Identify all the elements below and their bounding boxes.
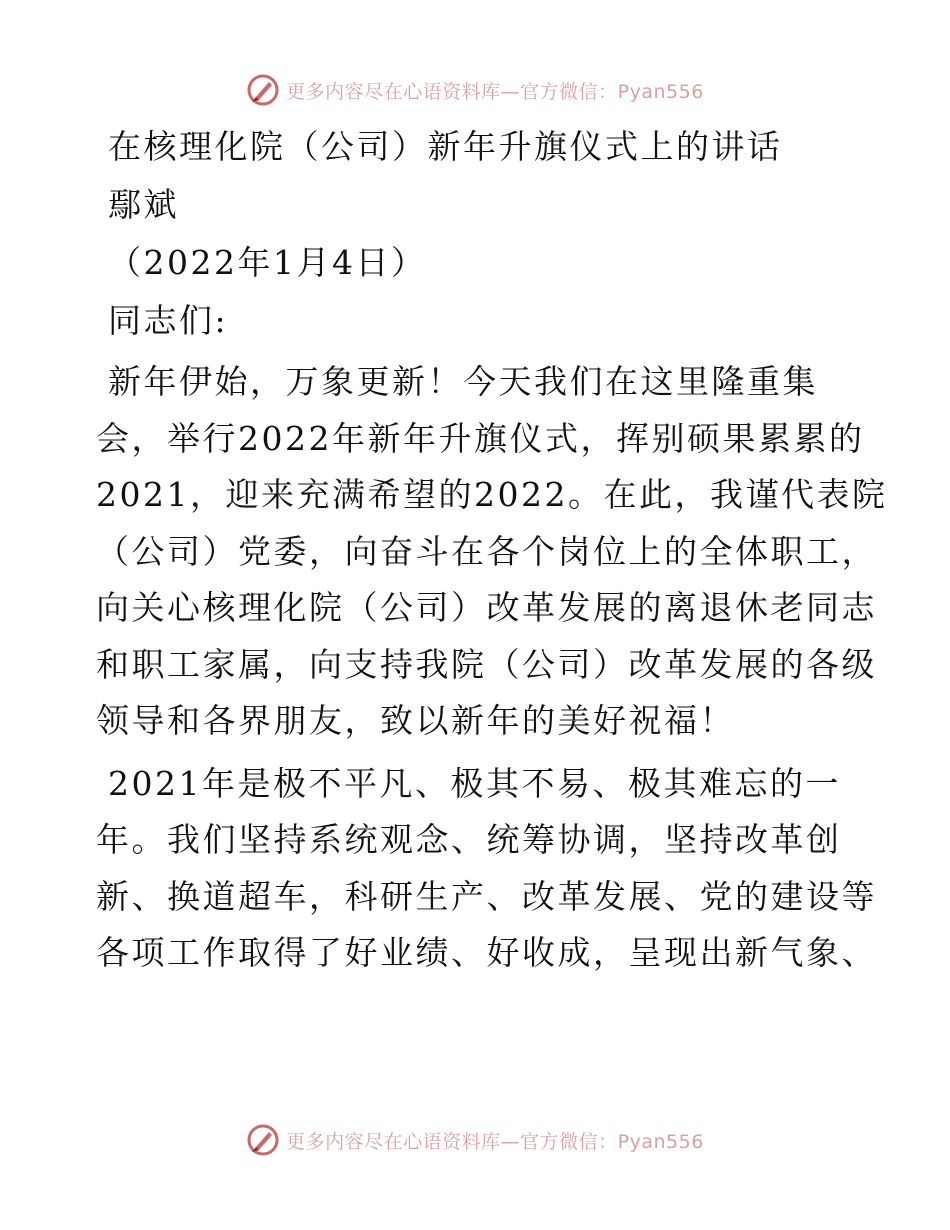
paragraph-line: （公司）党委，向奋斗在各个岗位上的全体职工，	[96, 531, 877, 571]
watermark-text: 更多内容尽在心语资料库—官方微信：Pyan556	[286, 80, 704, 103]
paragraph-line: 领导和各界朋友，致以新年的美好祝福！	[96, 701, 735, 740]
paragraph-line: 新年伊始，万象更新！今天我们在这里隆重集	[108, 362, 818, 401]
paragraph-1	[96, 354, 888, 750]
watermark-text: 更多内容尽在心语资料库—官方微信：Pyan556	[286, 1130, 704, 1153]
document-body	[96, 120, 888, 988]
paragraph-line: 2021年是极不平凡、极其不易、极其难忘的一	[108, 763, 841, 803]
document-title: 在核理化院（公司）新年升旗仪式上的讲话	[108, 127, 783, 166]
paragraph-line: 2021，迎来充满希望的2022。在此，我谨代表院	[96, 475, 888, 514]
quill-logo-icon	[246, 1123, 280, 1157]
author-name: 鄢斌	[108, 185, 179, 224]
paragraph-line: 向关心核理化院（公司）改革发展的离退休老同志	[96, 588, 877, 627]
salutation: 同志们:	[108, 301, 229, 340]
paragraph-line: 各项工作取得了好业绩、好收成，呈现出新气象、	[96, 933, 877, 972]
paragraph-line: 年。我们坚持系统观念、统筹协调，坚持改革创	[96, 820, 842, 859]
watermark-banner-top	[0, 70, 950, 110]
paragraph-line: 和职工家属，向支持我院（公司）改革发展的各级	[96, 644, 877, 684]
paragraph-line: 新、换道超车，科研生产、改革发展、党的建设等	[96, 876, 877, 916]
watermark-banner-bottom	[0, 1120, 950, 1160]
quill-logo-icon	[246, 73, 280, 107]
paragraph-2	[96, 756, 877, 982]
speech-date: （2022年1月4日）	[108, 243, 427, 282]
paragraph-line: 会，举行2022年新年升旗仪式，挥别硕果累累的	[96, 418, 865, 458]
